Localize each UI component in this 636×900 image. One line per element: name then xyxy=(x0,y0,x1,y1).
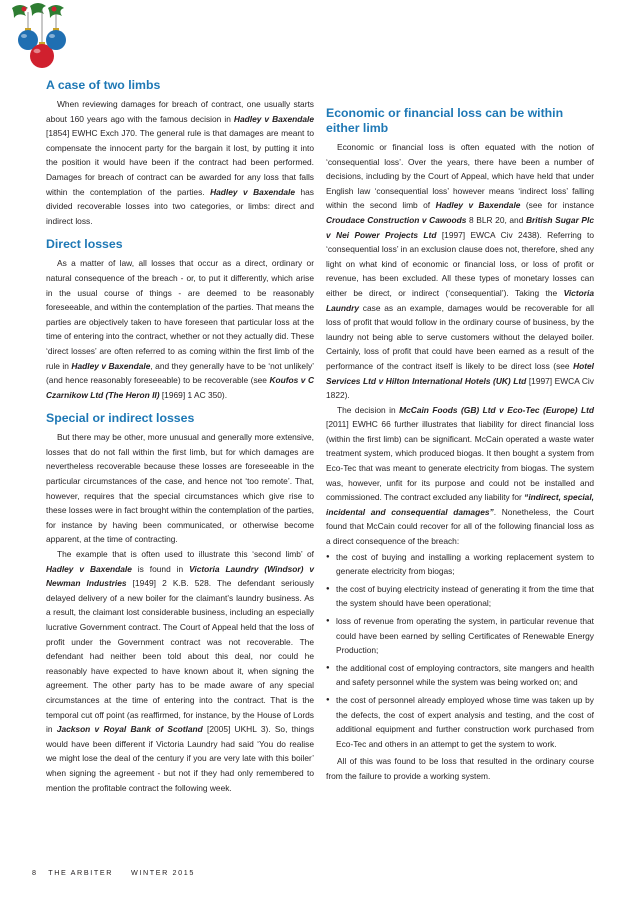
section-economic-loss xyxy=(326,106,594,784)
case-name: Hadley v Baxendale xyxy=(210,186,296,197)
paragraph: When reviewing damages for breach of contract, one usually starts about 160 years ago with the famous decision in Hadley v Baxendale [1854] EWHC Exch J70. The general rule is that damages are meant to compensate the innocent party for the bargain it lost, by putting it into the position it would have been if the contract had been performed. Damages for breach of contract can be awarded for any loss that falls within the contemplation of the parties. Hadley v Baxendale has divided recoverable losses into two categories, or limbs: direct and indirect loss. xyxy=(46,99,315,226)
section-two-limbs xyxy=(46,78,314,228)
case-name: Hadley v Baxendale xyxy=(233,113,315,124)
heading-special-losses: Special or indirect losses xyxy=(46,411,195,426)
page-footer xyxy=(32,868,195,877)
paragraph: Economic or financial loss is often equated with the notion of ‘consequential loss’. Over the years, there have been a number of decisions, including by the Court of Appeal, which have held that under English law ‘consequential loss’ however means ‘indirect loss’ falling within the second limb of Hadley v Baxendale (see for instance Croudace Construction v Cawoods 8 BLR 20, and British Sugar Plc v Nei Power Projects Ltd [1997] EWCA Civ 2438). Referring to ‘consequential loss’ in an exclusion clause does not, therefore, shed any light on what kind of economic or financial loss, or loss of profit or revenue, has been excluded. All these types of monetary losses can either be direct, or indirect (‘consequential’). Taking the Victoria Laundry case as an example, damages would be recoverable for all loss of profit that would follow in the ordinary course of business, by the laundry not being able to serve customers without the delayed boiler. Certainly, loss of profit that could have been earned as a result of the performance of the contract itself is likely to be direct loss (see Hotel Services Ltd v Hilton International Hotels (UK) Ltd [1997] EWCA Civ 1822). xyxy=(326,142,595,401)
left-column xyxy=(46,78,314,795)
issue-date: WINTER 2015 xyxy=(131,868,195,877)
list-item: ● the cost of buying and installing a working replacement system to generate electricity from biogas; xyxy=(326,550,594,579)
case-name: Hotel Services Ltd v Hilton International Hotels (UK) Ltd xyxy=(326,360,594,386)
publication-name: THE ARBITER xyxy=(48,868,114,877)
list-item: ● loss of revenue from operating the system, in particular revenue that could have been earned by selling Certificates of Renewable Energy Production; xyxy=(326,614,594,658)
section-direct-losses xyxy=(46,237,314,402)
page-number: 8 xyxy=(32,868,38,877)
case-name: Victoria Laundry xyxy=(326,287,594,313)
case-name: British Sugar Plc v Nei Power Projects Ltd xyxy=(326,214,595,240)
case-name: Jackson v Royal Bank of Scotland xyxy=(56,724,203,735)
list-item: ● the cost of buying electricity instead of generating it from the time that the system should have been operational; xyxy=(326,582,594,611)
paragraph: As a matter of law, all losses that occur as a direct, ordinary or natural consequence of the breach - or, to put it differently, which arise in the usual course of things - are deemed to be reasonably foreseeable, and within the contemplation of the parties. That means the parties are objectively taken to have foreseen that particular loss at the time of entering into the contract, whether or not they actually did. These ‘direct losses’ are often referred to as coming within the first limb of the rule in Hadley v Baxendale, and they generally have to be ‘not unlikely’ (and hence reasonably foreseeable) to be recoverable (see Koufos v C Czarnikow Ltd (The Heron II) [1969] 1 AC 350). xyxy=(46,258,315,400)
case-name: Victoria Laundry (Windsor) v Newman Industries xyxy=(46,563,314,589)
paragraph: The decision in McCain Foods (GB) Ltd v Eco-Tec (Europe) Ltd [2011] EWHC 66 further illustrates that liability for direct financial loss (within the first limb) can be significant. McCain operated a waste water treatment system, which produced biogas. It then bought a system from Eco-Tec that was meant to generate electricity from biogas. The system was, however, unfit for its purpose and could not be installed and commissioned. The contract excluded any liability for “indirect, special, incidental and consequential damages”. Nonetheless, the Court found that McCain could recover for all of the following financial loss as a direct consequence of the breach: xyxy=(326,404,594,547)
section-special-losses xyxy=(46,411,314,795)
case-name: Koufos v C Czarnikow Ltd (The Heron II) xyxy=(46,375,314,400)
right-column xyxy=(326,80,594,784)
paragraph: All of this was found to be loss that resulted in the ordinary course from the failure to provide a working system. xyxy=(326,756,594,781)
case-name: Hadley v Baxendale xyxy=(71,360,151,371)
list-item: ● the cost of personnel already employed whose time was taken up by the defects, the cost of expert analysis and testing, and the cost of additional equipment and further construction work purchased from Eco-Tec and others in an attempt to get the system to work. xyxy=(326,693,594,751)
christmas-baubles-icon xyxy=(8,0,74,72)
paragraph: But there may be other, more unusual and generally more extensive, losses that do not fall within the first limb, but for which damages are nevertheless recoverable because these losses are foreseeable in the particular circumstances of the case, and hence not ‘too remote’. That, however, requires that the special circumstances which give rise to these losses were in fact brought within the contemplation of the parties, for instance by having been communicated, or otherwise become apparent, at the time of contracting. xyxy=(46,432,314,545)
heading-direct-losses: Direct losses xyxy=(46,237,123,252)
list-item: ● the additional cost of employing contractors, site mangers and health and safety personnel while the system was being worked on; and xyxy=(326,661,594,690)
heading-economic-loss: Economic or financial loss can be within either limb xyxy=(326,106,564,135)
case-name: McCain Foods (GB) Ltd v Eco-Tec (Europe) Ltd xyxy=(399,404,594,415)
case-name: Croudace Construction v Cawoods xyxy=(326,214,467,225)
quoted-clause: “indirect, special, incidental and consequential damages” xyxy=(326,492,594,517)
heading-two-limbs: A case of two limbs xyxy=(46,78,161,92)
loss-list xyxy=(326,550,594,752)
case-name: Hadley v Baxendale xyxy=(46,563,132,574)
paragraph: The example that is often used to illustrate this ‘second limb’ of Hadley v Baxendale is found in Victoria Laundry (Windsor) v Newman Industries [1949] 2 K.B. 528. The defendant seriously delayed delivery of a new boiler for the claimant’s laundry business. As a result, the claimant lost considerable business, including an especially lucrative Government contract. The Court of Appeal held that the loss of profit under the Government contract was not recoverable. The defendant had neither been told about this deal, nor could he reasonably have expected to have known about it, when signing the agreement. The other party has to be made aware of any special circumstances at the time of entering into the contract. That is the temporal cut off point (as reaffirmed, for instance, by the House of Lords in Jackson v Royal Bank of Scotland [2005] UKHL 3). So, things would have been different if Victoria Laundry had said ‘You do realise we might lose the deal of the century if you are very late with this boiler’ when signing the agreement - but not if they had only remembered to mention the profitable contract the following week. xyxy=(46,549,315,793)
case-name: Hadley v Baxendale xyxy=(435,200,521,211)
